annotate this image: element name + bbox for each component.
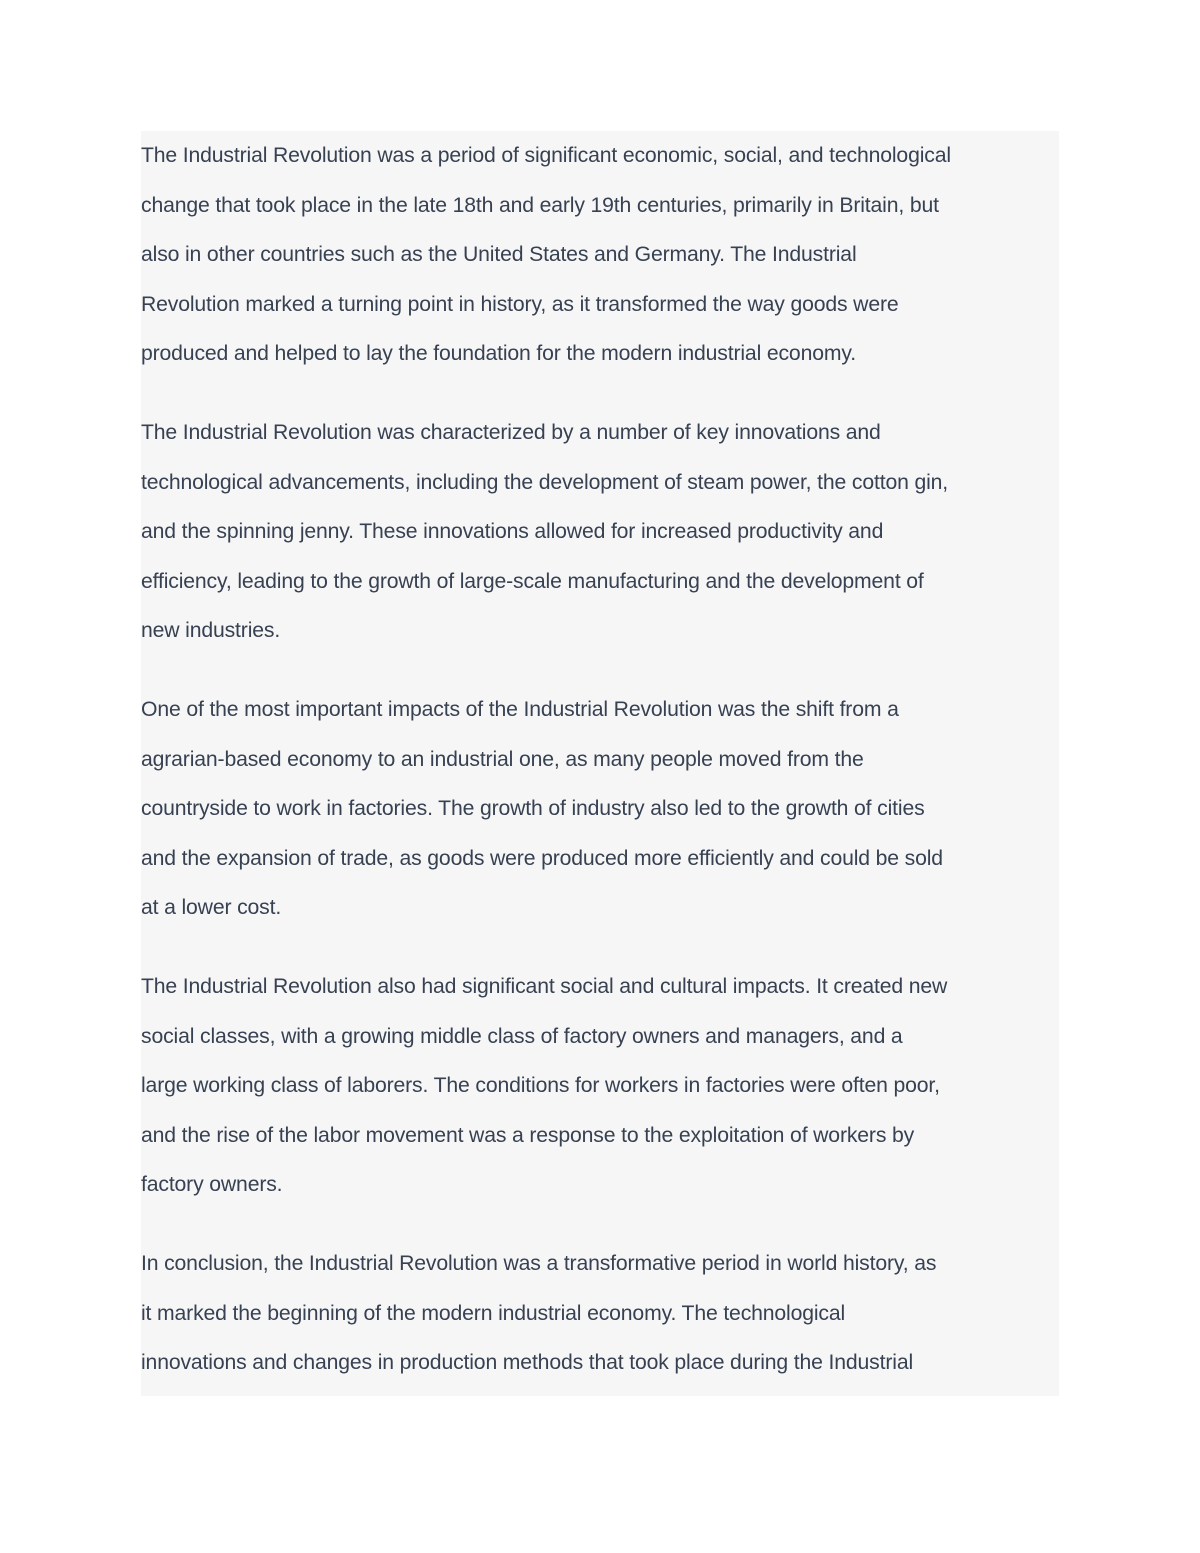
paragraph-4: The Industrial Revolution also had significant social and cultural impacts. It created new social classes, with a growing middle class of factory owners and managers, and a large working class of laborers. The conditions for workers in factories were often poor, and the rise of the labor movement was a response to the exploitation of workers by factory owners. bbox=[141, 975, 948, 1196]
paragraph-3: One of the most important impacts of the Industrial Revolution was the shift from a agrarian-based economy to an industrial one, as many people moved from the countryside to work in factories. The growth of industry also led to the growth of cities and the expansion of trade, as goods were produced more efficiently and could be sold at a lower cost. bbox=[141, 698, 943, 919]
paragraph-2: The Industrial Revolution was characterized by a number of key innovations and technological advancements, including the development of steam power, the cotton gin, and the spinning jenny. These innovations allowed for increased productivity and efficiency, leading to the growth of large-scale manufacturing and the development of new industries. bbox=[141, 421, 949, 642]
paragraph-1: The Industrial Revolution was a period of significant economic, social, and technological change that took place in the late 18th and early 19th centuries, primarily in Britain, but also in other countries such as the United States and Germany. The Industrial Revolution marked a turning point in history, as it transformed the way goods were produced and helped to lay the foundation for the modern industrial economy. bbox=[141, 144, 951, 365]
text-block bbox=[141, 131, 1059, 1396]
paragraph-5: In conclusion, the Industrial Revolution was a transformative period in world history, as it marked the beginning of the modern industrial economy. The technological innovations and changes in production methods that took place during the Industrial bbox=[141, 1252, 937, 1374]
